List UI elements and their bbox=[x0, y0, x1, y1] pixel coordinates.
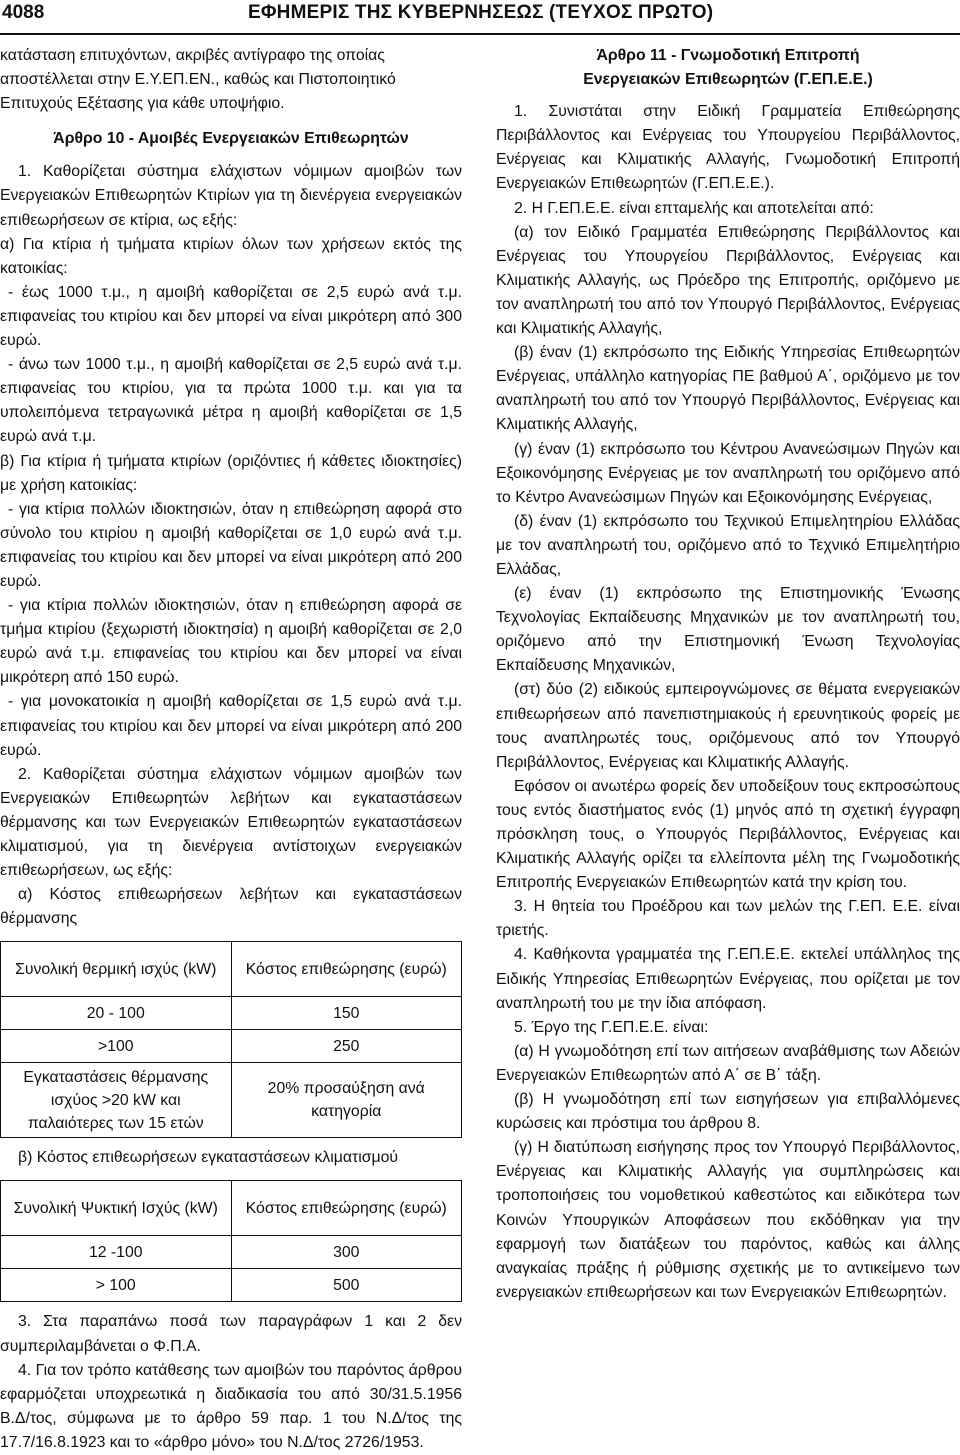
article-10-heading: Άρθρο 10 - Αμοιβές Ενεργειακών Επιθεωρητών bbox=[53, 130, 409, 148]
cooling-col-cost: Κόστος επιθεώρησης (ευρώ) bbox=[231, 1181, 462, 1236]
art11-paragraph-2b: (β) έναν (1) εκπρόσωπο της Ειδικής Υπηρεσίας Επιθεωρητών Ενέργειας, υπάλληλο κατηγορίας ΠΕ βαθμού Α΄, οριζόμενο με τον αναπληρωτή του από τον Υπουργό Περιβάλλοντος, Ενέργειας και Κλιματικής Αλλαγής, bbox=[496, 344, 960, 434]
art11-paragraph-2a: (α) τον Ειδικό Γραμματέα Επιθεώρησης Περιβάλλοντος και Ενέργειας του Υπουργείου Περιβάλλοντος, Ενέργειας και Κλιματικής Αλλαγής, ως Πρόεδρο της Επιτροπής, οριζόμενο με τον αναπληρωτή του από τον Υπουργό Περιβάλλοντος, Ενέργειας και Κλιματικής Αλλαγής, bbox=[496, 223, 960, 338]
right-column bbox=[496, 44, 960, 1305]
intro-line-1: κατάσταση επιτυχόντων, ακριβές αντίγραφο της οποίας bbox=[0, 47, 385, 64]
art11-paragraph-2e: (ε) έναν (1) εκπρόσωπο της Επιστημονικής Ένωσης Τεχνολογίας Εκπαίδευσης Μηχανικών με τον αναπληρωτή του, οριζόμενο από την Επιστημονική Ένωση Τεχνολογίας Εκπαίδευσης Μηχανικών, bbox=[496, 585, 960, 675]
table-cell: 300 bbox=[231, 1236, 462, 1269]
art10-paragraph-1: 1. Καθορίζεται σύστημα ελάχιστων νόμιμων αμοιβών των Ενεργειακών Επιθεωρητών Κτιρίων για τη διενέργεια ενεργειακών επιθεωρήσεων σε κτίρια, ως εξής: bbox=[0, 163, 462, 229]
table-cell: Εγκαταστάσεις θέρμανσης ισχύος >20 kW και παλαιότερες των 15 ετών bbox=[1, 1063, 232, 1138]
art11-paragraph-5c: (γ) Η διατύπωση εισήγησης προς τον Υπουργό Περιβάλλοντος, Ενέργειας και Κλιματικής Αλλαγής για συμπληρώσεις και τροποποιήσεις του νομοθετικού καθεστώτος και ειδικότερα των Κοινών Υπουργικών Αποφάσεων που εκδόθηκαν για την εφαρμογή των διατάξεων του παρόντος, καθώς και άλλης αναγκαίας πράξης ή ρύθμισης σχετικής με το αντικείμενο των ενεργειακών επιθεωρήσεων και των Ενεργειακών Επιθεωρητών. bbox=[496, 1139, 960, 1301]
art11-paragraph-2: 2. Η Γ.ΕΠ.Ε.Ε. είναι επταμελής και αποτελείται από: bbox=[514, 199, 874, 217]
heating-col-cost: Κόστος επιθεώρησης (ευρώ) bbox=[231, 942, 462, 997]
art11-paragraph-1: 1. Συνιστάται στην Ειδική Γραμματεία Επιθεώρησης Περιβάλλοντος και Ενέργειας του Υπουργείου Περιβάλλοντος, Ενέργειας και Κλιματικής Αλλαγής, Γνωμοδοτική Επιτροπή Ενεργειακών Επιθεωρητών (Γ.ΕΠ.Ε.Ε.). bbox=[496, 103, 960, 193]
heating-col-power: Συνολική θερμική ισχύς (kW) bbox=[1, 942, 232, 997]
art10-paragraph-2b: β) Κόστος επιθεωρήσεων εγκαταστάσεων κλιματισμού bbox=[18, 1149, 399, 1167]
art10-paragraph-3: 3. Στα παραπάνω ποσά των παραγράφων 1 και 2 δεν συμπεριλαμβάνεται ο Φ.Π.Α. bbox=[0, 1313, 462, 1355]
table-cell: > 100 bbox=[1, 1269, 232, 1302]
article-11-heading-line-2: Ενεργειακών Επιθεωρητών (Γ.ΕΠ.Ε.Ε.) bbox=[583, 71, 873, 89]
art10-paragraph-1b-ii: - για κτίρια πολλών ιδιοκτησιών, όταν η επιθεώρηση αφορά σε τμήμα κτιρίου (ξεχωριστή ιδιοκτησία) η αμοιβή καθορίζεται σε 2,0 ευρώ ανά τ.μ. επιφανείας του κτιρίου και δεν μπορεί να είναι μικρότερη από 150 ευρώ. bbox=[0, 597, 462, 687]
art10-paragraph-1a: α) Για κτίρια ή τμήματα κτιρίων όλων των χρήσεων εκτός της κατοικίας: bbox=[0, 235, 462, 277]
table-cell: 12 -100 bbox=[1, 1236, 232, 1269]
art11-paragraph-2d: (δ) έναν (1) εκπρόσωπο του Τεχνικού Επιμελητηρίου Ελλάδας με τον αναπληρωτή του, οριζόμενο από το Τεχνικό Επιμελητήριο Ελλάδας, bbox=[496, 512, 960, 578]
art10-paragraph-1a-ii: - άνω των 1000 τ.μ., η αμοιβή καθορίζεται σε 2,5 ευρώ ανά τ.μ. επιφανείας του κτιρίου, για τα πρώτα 1000 τ.μ. και για τα υπολειπόμενα τετραγωνικά μέτρα η αμοιβή καθορίζεται σε 1,5 ευρώ ανά τ.μ. bbox=[0, 356, 462, 446]
left-column bbox=[0, 44, 462, 1455]
article-11-heading-line-1: Άρθρο 11 - Γνωμοδοτική Επιτροπή bbox=[596, 47, 860, 64]
table-cell: >100 bbox=[1, 1030, 232, 1063]
art11-paragraph-5a: (α) Η γνωμοδότηση επί των αιτήσεων αναβάθμισης των Αδειών Ενεργειακών Επιθεωρητών από Α΄ σε Β΄ τάξη. bbox=[496, 1042, 960, 1084]
cooling-col-power: Συνολική Ψυκτική Ισχύς (kW) bbox=[1, 1181, 232, 1236]
art10-paragraph-1a-i: - έως 1000 τ.μ., η αμοιβή καθορίζεται σε 2,5 ευρώ ανά τ.μ. επιφανείας του κτιρίου και δεν μπορεί να είναι μικρότερη από 300 ευρώ. bbox=[0, 283, 462, 350]
gazette-title: ΕΦΗΜΕΡΙΣ ΤΗΣ ΚΥΒΕΡΝΗΣΕΩΣ (ΤΕΥΧΟΣ ΠΡΩΤΟ) bbox=[248, 2, 714, 23]
art11-paragraph-2f: (στ) δύο (2) ειδικούς εμπειρογνώμονες σε θέματα ενεργειακών επιθεωρήσεων από πανεπιστημιακούς ή ερευνητικούς φορείς με τους αναπληρωτές τους, οριζόμενους από τον Υπουργό Περιβάλλοντος, Ενέργειας και Κλιματικής Αλλαγής. bbox=[496, 681, 960, 771]
art11-paragraph-5: 5. Έργο της Γ.ΕΠ.Ε.Ε. είναι: bbox=[514, 1018, 709, 1036]
table-cell: 20% προσαύξηση ανά κατηγορία bbox=[231, 1063, 462, 1138]
intro-line-2: αποστέλλεται στην Ε.Υ.ΕΠ.ΕΝ., καθώς και Πιστοποιητικό bbox=[0, 71, 396, 89]
art10-paragraph-1b: β) Για κτίρια ή τμήματα κτιρίων (οριζόντιες ή κάθετες ιδιοκτησίες) με χρήση κατοικίας: bbox=[0, 452, 462, 494]
heating-fee-table bbox=[0, 941, 462, 1138]
art10-paragraph-1b-i: - για κτίρια πολλών ιδιοκτησιών, όταν η επιθεώρηση αφορά στο σύνολο του κτιρίου η αμοιβή καθορίζεται σε 1,0 ευρώ ανά τ.μ. επιφανείας του κτιρίου και δεν μπορεί να είναι μικρότερη από 200 ευρώ. bbox=[0, 500, 462, 590]
cooling-fee-table bbox=[0, 1180, 462, 1302]
art11-paragraph-5b: (β) Η γνωμοδότηση επί των εισηγήσεων για επιβαλλόμενες κυρώσεις και πρόστιμα του άρθρου 8. bbox=[496, 1091, 960, 1133]
table-cell: 500 bbox=[231, 1269, 462, 1302]
art11-paragraph-2g: Εφόσον οι ανωτέρω φορείς δεν υποδείξουν τους εκπροσώπους τους εντός διαστήματος ενός (1) μηνός από τη σχετική έγγραφη πρόσκληση τους, ο Υπουργός Περιβάλλοντος, Ενέργειας και Κλιματικής Αλλαγής ορίζει τα ελλείποντα μέλη της Γνωμοδοτικής Επιτροπής Ενεργειακών Επιθεωρητών κατά την κρίση του. bbox=[496, 777, 960, 892]
art10-paragraph-1b-iii: - για μονοκατοικία η αμοιβή καθορίζεται σε 1,5 ευρώ ανά τ.μ. επιφανείας του κτιρίου και δεν μπορεί να είναι μικρότερη από 200 ευρώ. bbox=[0, 693, 462, 759]
table-cell: 150 bbox=[231, 997, 462, 1030]
header-rule bbox=[0, 33, 960, 35]
art11-paragraph-2c: (γ) έναν (1) εκπρόσωπο του Κέντρου Ανανεώσιμων Πηγών και Εξοικονόμησης Ενέργειας με τον αναπληρωτή του οριζόμενο από το Κέντρο Ανανεώσιμων Πηγών και Εξοικονόμησης Ενέργειας, bbox=[496, 440, 960, 506]
art10-paragraph-2: 2. Καθορίζεται σύστημα ελάχιστων νόμιμων αμοιβών των Ενεργειακών Επιθεωρητών λεβήτων και εγκαταστάσεων θέρμανσης και των Ενεργειακών Επιθεωρητών εγκαταστάσεων κλιματισμού, για τη διενέργεια αντίστοιχων ενεργειακών επιθεωρήσεων, ως εξής: bbox=[0, 765, 462, 880]
art10-paragraph-2a: α) Κόστος επιθεωρήσεων λεβήτων και εγκαταστάσεων θέρμανσης bbox=[0, 886, 462, 928]
table-cell: 20 - 100 bbox=[1, 997, 232, 1030]
intro-line-3: Επιτυχούς Εξέτασης για κάθε υποψήφιο. bbox=[0, 95, 285, 113]
table-cell: 250 bbox=[231, 1030, 462, 1063]
page-number: 4088 bbox=[2, 2, 45, 23]
art11-paragraph-3: 3. Η θητεία του Προέδρου και των μελών της Γ.ΕΠ. Ε.Ε. είναι τριετής. bbox=[496, 898, 960, 940]
art10-paragraph-4: 4. Για τον τρόπο κατάθεσης των αμοιβών του παρόντος άρθρου εφαρμόζεται υποχρεωτικά η διαδικασία του από 30/31.5.1956 Β.Δ/τος, σύμφωνα με το άρθρο 59 παρ. 1 του Ν.Δ/τος της 17.7/16.8.1923 και το «άρθρο μόνο» του Ν.Δ/τος 2726/1953. bbox=[0, 1361, 462, 1451]
art11-paragraph-4: 4. Καθήκοντα γραμματέα της Γ.ΕΠ.Ε.Ε. εκτελεί υπάλληλος της Ειδικής Υπηρεσίας Επιθεωρητών Ενέργειας, που ορίζεται με τον αναπληρωτή του με την ίδια απόφαση. bbox=[496, 946, 960, 1012]
page-header bbox=[0, 0, 960, 30]
